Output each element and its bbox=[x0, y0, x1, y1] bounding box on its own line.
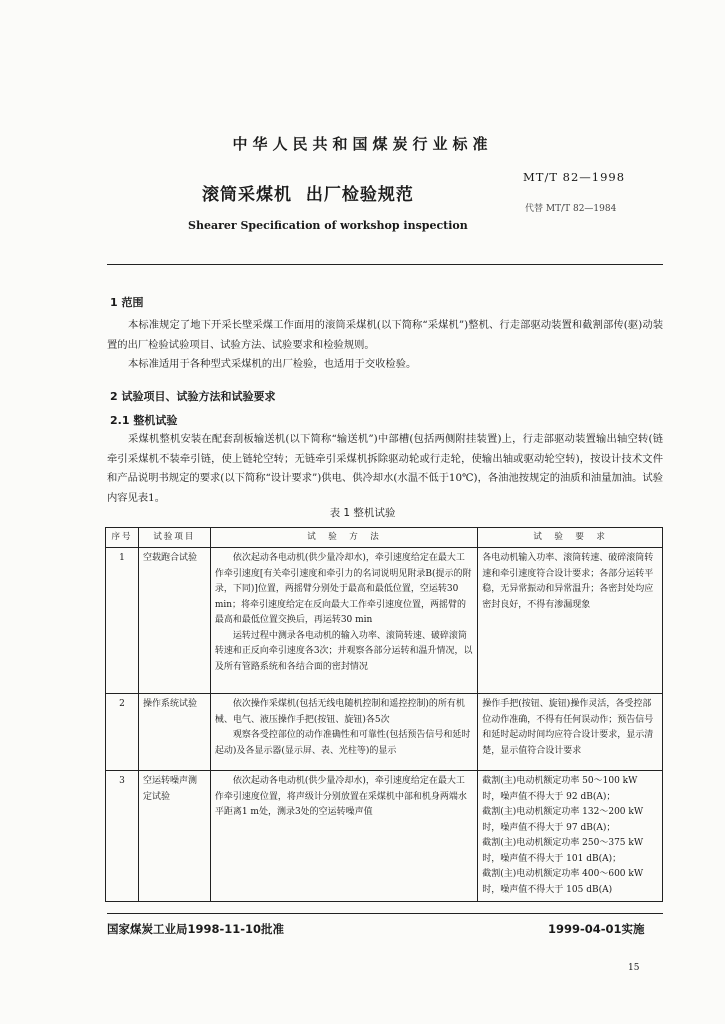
method-text: 依次起动各电动机(供少量冷却水)，牵引速度给定在最大工作牵引速度[有关牵引速度和牵引力的名词说明见附录B(提示的附录，下同)]位置，两摇臂分别处于最高和最低位置，空运转30 min；将牵引速度给定在反向最大工作牵引速度位置，两摇臂的最高和最低位置交换后，再运转30 min bbox=[214, 553, 472, 625]
row-method bbox=[210, 694, 477, 771]
requirement-line: 截割(主)电动机额定功率 132～200 kW 时，噪声值不得大于 97 dB(A)； bbox=[482, 807, 644, 833]
row-no: 2 bbox=[106, 694, 139, 771]
row-item: 空运转噪声测定试验 bbox=[138, 771, 210, 902]
document-title-english: Shearer Specification of workshop inspection bbox=[188, 219, 468, 232]
method-text: 观察各受控部位的动作准确性和可靠性(包括预告信号和延时起动)及各显示器(显示屏、表、光柱等)的显示 bbox=[214, 730, 471, 756]
row-no: 1 bbox=[106, 548, 139, 694]
section-2-1-heading: 2.1 整机试验 bbox=[110, 414, 178, 427]
section-1-heading: 1 范围 bbox=[110, 296, 144, 309]
row-method bbox=[210, 548, 477, 694]
header-rule bbox=[107, 264, 663, 265]
section-1-paragraph-2: 本标准适用于各种型式采煤机的出厂检验，也适用于交收检验。 bbox=[128, 358, 417, 370]
table-row bbox=[106, 694, 663, 771]
table-header-row bbox=[106, 528, 663, 548]
section-1-paragraph-1: 本标准规定了地下开采长壁采煤工作面用的滚筒采煤机(以下简称“采煤机”)整机、行走部驱动装置和截割部传(驱)动装置的出厂检验试验项目、试验方法、试验要求和检验规则。 bbox=[107, 319, 663, 351]
method-text: 依次起动各电动机(供少量冷却水)，牵引速度给定在最大工作牵引速度位置，将声级计分别放置在采煤机中部和机身两端水平距离1 m处，测录3处的空运转噪声值 bbox=[214, 776, 467, 817]
method-text: 依次操作采煤机(包括无线电随机控制和遥控控制)的所有机械、电气、液压操作手把(按钮、旋钮)各5次 bbox=[214, 699, 465, 725]
document-title: 滚筒采煤机 出厂检验规范 bbox=[202, 185, 414, 205]
header-method: 试 验 方 法 bbox=[210, 528, 477, 548]
industry-standard-title: 中华人民共和国煤炭行业标准 bbox=[232, 135, 493, 153]
requirement-line: 截割(主)电动机额定功率 50～100 kW 时，噪声值不得大于 92 dB(A)； bbox=[482, 776, 638, 802]
table-caption: 表 1 整机试验 bbox=[329, 507, 396, 519]
table-row bbox=[106, 548, 663, 694]
row-item: 操作系统试验 bbox=[138, 694, 210, 771]
section-2-heading: 2 试验项目、试验方法和试验要求 bbox=[110, 390, 276, 403]
approval-date: 国家煤炭工业局1998-11-10批准 bbox=[107, 922, 285, 936]
header-requirement: 试 验 要 求 bbox=[478, 528, 663, 548]
page-number: 15 bbox=[628, 963, 640, 973]
header-item: 试验项目 bbox=[138, 528, 210, 548]
row-requirement bbox=[478, 771, 663, 902]
standard-code: MT/T 82—1998 bbox=[523, 170, 626, 184]
section-2-1-paragraph: 采煤机整机安装在配套刮板输送机(以下简称“输送机”)中部槽(包括两侧附挂装置)上，行走部驱动装置输出轴空转(链牵引采煤机不装牵引链，使上链轮空转；无链牵引采煤机拆除驱动轮或行走轮，使输出轴或驱动轮空转)，按设计技术文件和产品说明书规定的要求(以下简称“设计要求”)供电、供冷却水(水温不低于10℃)，各油池按规定的油质和油量加油。试验内容见表1。 bbox=[107, 433, 663, 504]
replaces-standard: 代替 MT/T 82—1984 bbox=[525, 204, 617, 214]
row-requirement: 操作手把(按钮、旋钮)操作灵活，各受控部位动作准确，不得有任何误动作；预告信号和延时起动时间均应符合设计要求，显示清楚，显示值符合设计要求 bbox=[478, 694, 663, 771]
test-table bbox=[105, 527, 663, 902]
row-method bbox=[210, 771, 477, 902]
method-text: 运转过程中测录各电动机的输入功率、滚筒转速、破碎滚筒转速和正反向牵引速度各3次；并观察各部分运转和温升情况，以及所有管路系统和各结合面的密封情况 bbox=[214, 630, 473, 672]
footer-rule bbox=[107, 913, 663, 914]
row-item: 空载跑合试验 bbox=[138, 548, 210, 694]
requirement-line: 截割(主)电动机额定功率 400～600 kW 时，噪声值不得大于 105 dB(A) bbox=[482, 869, 644, 895]
header-no: 序号 bbox=[106, 528, 139, 548]
row-no: 3 bbox=[106, 771, 139, 902]
effective-date: 1999-04-01实施 bbox=[548, 922, 645, 936]
requirement-line: 截割(主)电动机额定功率 250～375 kW 时，噪声值不得大于 101 dB(A)； bbox=[482, 838, 644, 864]
table-row bbox=[106, 771, 663, 902]
row-requirement: 各电动机输入功率、滚筒转速、破碎滚筒转速和牵引速度符合设计要求；各部分运转平稳，无异常振动和异常温升；各密封处均应密封良好，不得有渗漏现象 bbox=[478, 548, 663, 694]
